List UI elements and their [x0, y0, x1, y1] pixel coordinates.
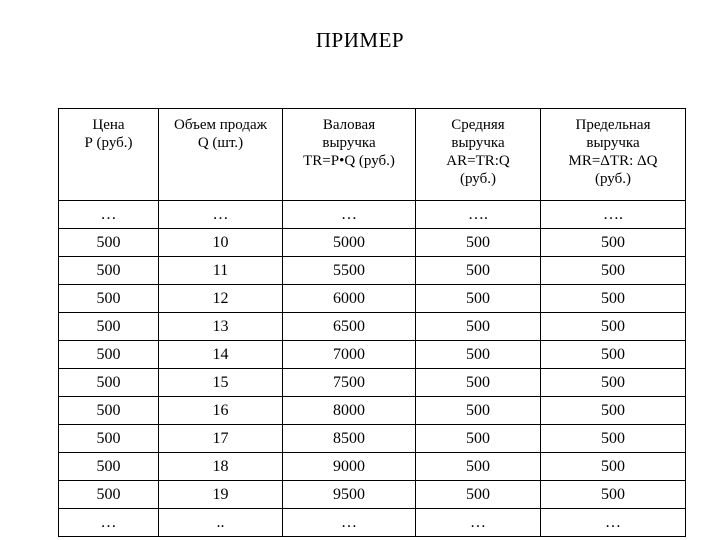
- cell-total-revenue: 5000: [283, 229, 416, 257]
- header-line: Предельная: [575, 117, 651, 133]
- header-line: Р (руб.): [84, 135, 133, 151]
- cell-average-revenue: 500: [416, 481, 541, 509]
- table-row: [59, 341, 686, 369]
- cell-total-revenue: 6500: [283, 313, 416, 341]
- header-line: Цена: [92, 117, 125, 133]
- header-price: [59, 109, 159, 201]
- cell-marginal-revenue: …: [541, 509, 686, 537]
- cell-quantity: …: [159, 201, 283, 229]
- cell-average-revenue: ….: [416, 201, 541, 229]
- cell-total-revenue: 7000: [283, 341, 416, 369]
- cell-price: 500: [59, 425, 159, 453]
- header-line: выручка: [586, 135, 640, 151]
- cell-price: 500: [59, 341, 159, 369]
- table-header-row: [59, 109, 686, 201]
- cell-quantity: 10: [159, 229, 283, 257]
- cell-average-revenue: 500: [416, 229, 541, 257]
- cell-price: 500: [59, 369, 159, 397]
- table-row: [59, 313, 686, 341]
- cell-price: 500: [59, 313, 159, 341]
- header-line: (руб.): [595, 171, 631, 187]
- table-row: [59, 481, 686, 509]
- header-line: AR=TR:Q: [446, 153, 510, 169]
- cell-average-revenue: 500: [416, 257, 541, 285]
- cell-total-revenue: 8500: [283, 425, 416, 453]
- cell-total-revenue: 6000: [283, 285, 416, 313]
- cell-marginal-revenue: 500: [541, 369, 686, 397]
- cell-price: 500: [59, 229, 159, 257]
- cell-average-revenue: 500: [416, 341, 541, 369]
- cell-total-revenue: 5500: [283, 257, 416, 285]
- header-average-revenue: [416, 109, 541, 201]
- cell-average-revenue: 500: [416, 369, 541, 397]
- cell-price: 500: [59, 285, 159, 313]
- table-row: [59, 369, 686, 397]
- table-row: [59, 397, 686, 425]
- cell-average-revenue: 500: [416, 285, 541, 313]
- cell-marginal-revenue: 500: [541, 425, 686, 453]
- header-line: Средняя: [451, 117, 505, 133]
- data-table: [58, 108, 686, 537]
- header-line: Объем продаж: [174, 117, 267, 133]
- cell-marginal-revenue: 500: [541, 257, 686, 285]
- cell-quantity: 18: [159, 453, 283, 481]
- cell-marginal-revenue: 500: [541, 313, 686, 341]
- cell-average-revenue: 500: [416, 397, 541, 425]
- cell-quantity: 13: [159, 313, 283, 341]
- cell-price: …: [59, 201, 159, 229]
- header-total-revenue: [283, 109, 416, 201]
- cell-marginal-revenue: 500: [541, 285, 686, 313]
- table-row: [59, 229, 686, 257]
- cell-average-revenue: …: [416, 509, 541, 537]
- table-row: [59, 509, 686, 537]
- cell-quantity: 17: [159, 425, 283, 453]
- cell-quantity: 12: [159, 285, 283, 313]
- cell-price: 500: [59, 397, 159, 425]
- cell-price: 500: [59, 453, 159, 481]
- cell-marginal-revenue: 500: [541, 397, 686, 425]
- cell-total-revenue: …: [283, 509, 416, 537]
- header-line: (руб.): [460, 171, 496, 187]
- header-sales-volume: [159, 109, 283, 201]
- cell-quantity: 11: [159, 257, 283, 285]
- header-line: Q (шт.): [197, 135, 244, 151]
- cell-price: 500: [59, 481, 159, 509]
- table-row: [59, 201, 686, 229]
- cell-quantity: ..: [159, 509, 283, 537]
- cell-marginal-revenue: 500: [541, 229, 686, 257]
- header-line: выручка: [322, 135, 376, 151]
- cell-total-revenue: 9500: [283, 481, 416, 509]
- cell-total-revenue: 9000: [283, 453, 416, 481]
- cell-quantity: 16: [159, 397, 283, 425]
- table-row: [59, 257, 686, 285]
- header-line: MR=ΔTR: ΔQ: [568, 153, 658, 169]
- header-line: Валовая: [322, 117, 376, 133]
- cell-marginal-revenue: 500: [541, 453, 686, 481]
- cell-average-revenue: 500: [416, 425, 541, 453]
- table-body: [59, 201, 686, 537]
- cell-price: …: [59, 509, 159, 537]
- cell-marginal-revenue: ….: [541, 201, 686, 229]
- table-row: [59, 425, 686, 453]
- table-row: [59, 453, 686, 481]
- cell-quantity: 14: [159, 341, 283, 369]
- table-row: [59, 285, 686, 313]
- cell-total-revenue: …: [283, 201, 416, 229]
- header-line: TR=P•Q (руб.): [303, 153, 395, 169]
- cell-average-revenue: 500: [416, 453, 541, 481]
- cell-marginal-revenue: 500: [541, 341, 686, 369]
- cell-quantity: 15: [159, 369, 283, 397]
- cell-quantity: 19: [159, 481, 283, 509]
- header-line: выручка: [451, 135, 505, 151]
- cell-average-revenue: 500: [416, 313, 541, 341]
- cell-total-revenue: 7500: [283, 369, 416, 397]
- header-marginal-revenue: [541, 109, 686, 201]
- cell-marginal-revenue: 500: [541, 481, 686, 509]
- cell-total-revenue: 8000: [283, 397, 416, 425]
- cell-price: 500: [59, 257, 159, 285]
- page-title: ПРИМЕР: [315, 28, 405, 52]
